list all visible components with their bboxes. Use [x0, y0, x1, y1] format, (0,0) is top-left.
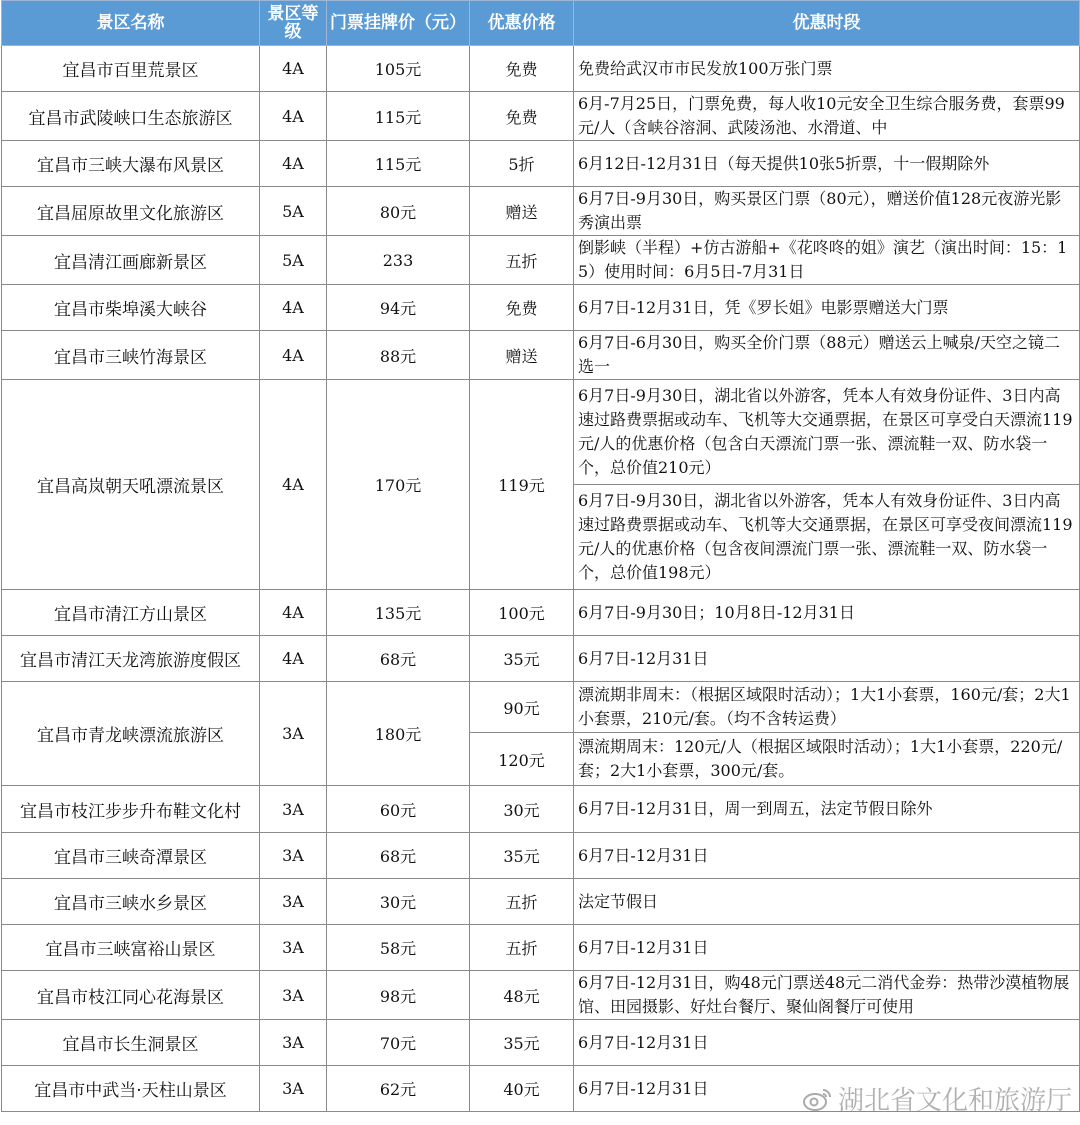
header-discount: 优惠价格: [470, 1, 574, 46]
scenic-level: 3A: [260, 1066, 327, 1112]
list-price: 70元: [327, 1020, 470, 1066]
header-name: 景区名称: [2, 1, 260, 46]
scenic-name: 宜昌市三峡富裕山景区: [2, 925, 260, 971]
table-row: [2, 236, 1080, 285]
scenic-level: 3A: [260, 925, 327, 971]
scenic-name: 宜昌市三峡大瀑布风景区: [2, 141, 260, 187]
scenic-level: 3A: [260, 971, 327, 1020]
discount-price: 100元: [470, 590, 574, 636]
discount-price: 赠送: [470, 331, 574, 380]
list-price: 60元: [327, 786, 470, 833]
discount-period: 6月7日-12月31日，周一到周五，法定节假日除外: [574, 786, 1080, 833]
discount-period: 漂流期周末：120元/人（根据区域限时活动）；1大1小套票，220元/套；2大1小套票，300元/套。: [574, 733, 1080, 786]
table-row: [2, 833, 1080, 879]
discount-price: 120元: [470, 733, 574, 786]
scenic-level: 5A: [260, 236, 327, 285]
list-price: 68元: [327, 833, 470, 879]
table-row: [2, 380, 1080, 485]
scenic-level: 4A: [260, 590, 327, 636]
scenic-level: 3A: [260, 786, 327, 833]
discount-period: 6月7日-12月31日: [574, 636, 1080, 682]
list-price: 68元: [327, 636, 470, 682]
discount-price: 30元: [470, 786, 574, 833]
scenic-level: 4A: [260, 380, 327, 590]
discount-price: 35元: [470, 833, 574, 879]
table-row: [2, 141, 1080, 187]
table-row: [2, 636, 1080, 682]
table-row: [2, 590, 1080, 636]
table-row: [2, 1066, 1080, 1112]
scenic-name: 宜昌市中武当·天柱山景区: [2, 1066, 260, 1112]
table-row: [2, 786, 1080, 833]
discount-period: 倒影峡（半程）+仿古游船+《花咚咚的姐》演艺（演出时间：15：15）使用时间：6月5日-7月31日: [574, 236, 1080, 285]
header-price: 门票挂牌价（元）: [327, 1, 470, 46]
discount-period: 6月7日-9月30日，湖北省以外游客，凭本人有效身份证件、3日内高速过路费票据或动车、飞机等大交通票据，在景区可享受白天漂流119元/人的优惠价格（包含白天漂流门票一张、漂流鞋一双、防水袋一个，总价值210元）: [574, 380, 1080, 485]
scenic-level: 4A: [260, 331, 327, 380]
discount-period: 6月7日-12月31日: [574, 925, 1080, 971]
discount-price: 90元: [470, 682, 574, 733]
discount-period: 6月7日-12月31日: [574, 1066, 1080, 1112]
scenic-level: 4A: [260, 636, 327, 682]
list-price: 233: [327, 236, 470, 285]
watermark-text: 湖北省文化和旅游厅: [837, 1086, 1072, 1116]
scenic-name: 宜昌高岚朝天吼漂流景区: [2, 380, 260, 590]
discount-price: 五折: [470, 879, 574, 925]
scenic-level: 3A: [260, 1020, 327, 1066]
table-row: [2, 971, 1080, 1020]
scenic-name: 宜昌市枝江步步升布鞋文化村: [2, 786, 260, 833]
discount-price: 48元: [470, 971, 574, 1020]
discount-price: 赠送: [470, 187, 574, 236]
list-price: 170元: [327, 380, 470, 590]
discount-price: 40元: [470, 1066, 574, 1112]
discount-price: 五折: [470, 925, 574, 971]
scenic-name: 宜昌市清江方山景区: [2, 590, 260, 636]
list-price: 58元: [327, 925, 470, 971]
scenic-level: 3A: [260, 682, 327, 786]
table-row: [2, 285, 1080, 331]
list-price: 80元: [327, 187, 470, 236]
scenic-name: 宜昌市武陵峡口生态旅游区: [2, 92, 260, 141]
scenic-level: 5A: [260, 187, 327, 236]
scenic-level: 4A: [260, 285, 327, 331]
scenic-name: 宜昌市柴埠溪大峡谷: [2, 285, 260, 331]
scenic-name: 宜昌市枝江同心花海景区: [2, 971, 260, 1020]
list-price: 115元: [327, 141, 470, 187]
table-row: [2, 925, 1080, 971]
header-row: [2, 1, 1080, 46]
discount-table: [1, 0, 1080, 1112]
list-price: 94元: [327, 285, 470, 331]
table-row: [2, 879, 1080, 925]
scenic-name: 宜昌清江画廊新景区: [2, 236, 260, 285]
discount-period: [574, 92, 1080, 141]
list-price: 105元: [327, 46, 470, 92]
scenic-level: 4A: [260, 141, 327, 187]
discount-period-text: 6月-7月25日，门票免费，每人收10元安全卫生综合服务费，套票99元/人（含峡谷溶洞、武陵汤池、水滑道、中: [578, 94, 1065, 137]
discount-price: 35元: [470, 636, 574, 682]
discount-period: 漂流期非周末：（根据区域限时活动）；1大1小套票，160元/套；2大1小套票，210元/套。（均不含转运费）: [574, 682, 1080, 733]
list-price: 30元: [327, 879, 470, 925]
discount-price: 免费: [470, 285, 574, 331]
discount-period: 6月7日-12月31日: [574, 833, 1080, 879]
discount-period: 6月7日-12月31日，购48元门票送48元二消代金券：热带沙漠植物展馆、田园摄影、好灶台餐厅、聚仙阁餐厅可使用: [574, 971, 1080, 1020]
discount-period: 免费给武汉市市民发放100万张门票: [574, 46, 1080, 92]
scenic-name: 宜昌市清江天龙湾旅游度假区: [2, 636, 260, 682]
discount-period: 6月7日-12月31日，凭《罗长姐》电影票赠送大门票: [574, 285, 1080, 331]
scenic-name: 宜昌市青龙峡漂流旅游区: [2, 682, 260, 786]
list-price: 62元: [327, 1066, 470, 1112]
discount-price: 119元: [470, 380, 574, 590]
scenic-level: 3A: [260, 833, 327, 879]
scenic-level: 4A: [260, 46, 327, 92]
discount-price: 免费: [470, 92, 574, 141]
scenic-level: 3A: [260, 879, 327, 925]
discount-period: 6月7日-9月30日；10月8日-12月31日: [574, 590, 1080, 636]
table-row: [2, 92, 1080, 141]
discount-period: 6月7日-6月30日，购买全价门票（88元）赠送云上喊泉/天空之镜二选一: [574, 331, 1080, 380]
list-price: 180元: [327, 682, 470, 786]
scenic-name: 宜昌市长生洞景区: [2, 1020, 260, 1066]
discount-period: 6月7日-9月30日，购买景区门票（80元），赠送价值128元夜游光影秀演出票: [574, 187, 1080, 236]
table-row: [2, 187, 1080, 236]
list-price: 135元: [327, 590, 470, 636]
discount-price: 35元: [470, 1020, 574, 1066]
scenic-name: 宜昌市百里荒景区: [2, 46, 260, 92]
table-row: [2, 1020, 1080, 1066]
list-price: 115元: [327, 92, 470, 141]
header-level: 景区等级: [260, 1, 327, 46]
table-row: [2, 682, 1080, 733]
table-row: [2, 46, 1080, 92]
discount-period: 6月7日-9月30日，湖北省以外游客，凭本人有效身份证件、3日内高速过路费票据或动车、飞机等大交通票据，在景区可享受夜间漂流119元/人的优惠价格（包含夜间漂流门票一张、漂流鞋一双、防水袋一个，总价值198元）: [574, 485, 1080, 590]
scenic-name: 宜昌市三峡竹海景区: [2, 331, 260, 380]
discount-period: 6月7日-12月31日: [574, 1020, 1080, 1066]
scenic-name: 宜昌屈原故里文化旅游区: [2, 187, 260, 236]
discount-price: 免费: [470, 46, 574, 92]
scenic-name: 宜昌市三峡水乡景区: [2, 879, 260, 925]
table-row: [2, 331, 1080, 380]
header-period: 优惠时段: [574, 1, 1080, 46]
list-price: 88元: [327, 331, 470, 380]
scenic-name: 宜昌市三峡奇潭景区: [2, 833, 260, 879]
discount-period: 6月12日-12月31日（每天提供10张5折票，十一假期除外: [574, 141, 1080, 187]
discount-price: 5折: [470, 141, 574, 187]
discount-price: 五折: [470, 236, 574, 285]
list-price: 98元: [327, 971, 470, 1020]
scenic-level: 4A: [260, 92, 327, 141]
discount-period: 法定节假日: [574, 879, 1080, 925]
